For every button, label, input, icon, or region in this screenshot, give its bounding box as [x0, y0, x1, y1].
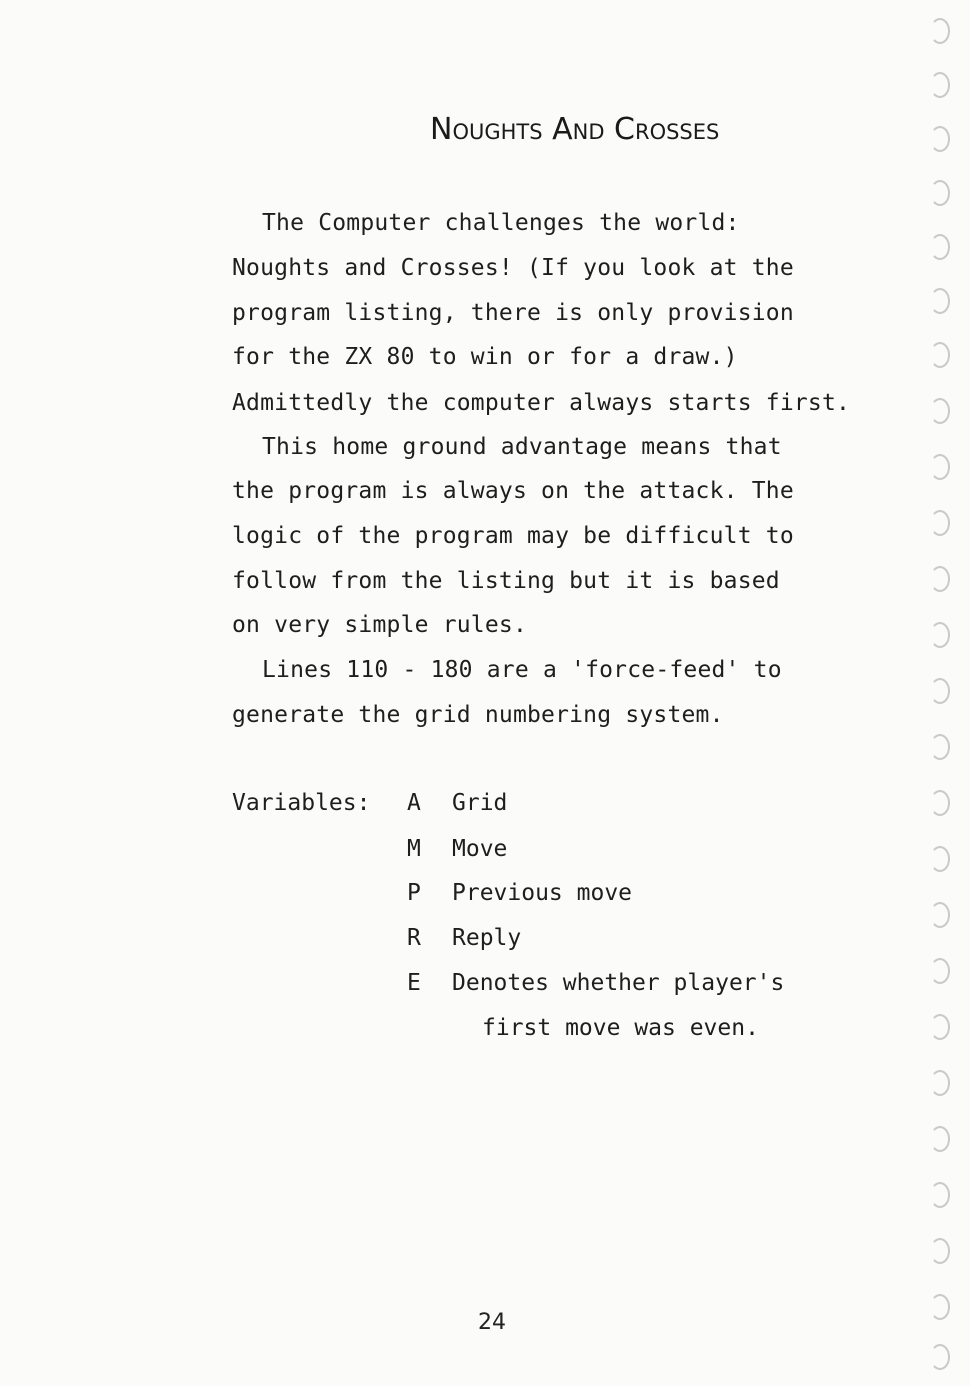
paragraph-line: Lines 110 - 180 are a 'force-feed' to — [262, 657, 782, 683]
binding-ring — [930, 72, 950, 98]
variable-letter: M — [407, 836, 421, 862]
binding-ring — [930, 622, 950, 648]
paragraph-line: Admittedly the computer always starts first. — [232, 390, 851, 416]
binding-ring — [930, 846, 950, 872]
variable-letter: P — [407, 880, 421, 906]
binding-ring — [930, 902, 950, 928]
variable-letter: A — [407, 790, 421, 816]
binding-ring — [930, 1238, 950, 1264]
binding-ring — [930, 678, 950, 704]
binding-ring — [930, 288, 950, 314]
binding-ring — [930, 1126, 950, 1152]
paragraph-line: for the ZX 80 to win or for a draw.) — [232, 344, 738, 370]
binding-ring — [930, 1070, 950, 1096]
page-number: 24 — [478, 1310, 506, 1335]
paragraph-line: on very simple rules. — [232, 612, 527, 638]
binding-ring — [930, 126, 950, 152]
binding-ring — [930, 1294, 950, 1320]
binding-ring — [930, 958, 950, 984]
binding-ring — [930, 734, 950, 760]
binding-ring — [930, 18, 950, 44]
page-title: Noughts And Crosses — [430, 112, 720, 147]
binding-ring — [930, 790, 950, 816]
variable-description-continuation: first move was even. — [482, 1015, 759, 1041]
spiral-binding — [922, 0, 962, 1386]
variable-description: Move — [452, 836, 508, 862]
variable-description: Grid — [452, 790, 508, 816]
paragraph-line: follow from the listing but it is based — [232, 568, 780, 594]
binding-ring — [930, 1182, 950, 1208]
binding-ring — [930, 510, 950, 536]
paragraph-line: This home ground advantage means that — [262, 434, 782, 460]
binding-ring — [930, 1344, 950, 1370]
variable-description: Denotes whether player's — [452, 970, 785, 996]
binding-ring — [930, 234, 950, 260]
paragraph-line: the program is always on the attack. The — [232, 478, 794, 504]
variable-description: Reply — [452, 925, 522, 951]
variables-label: Variables: — [232, 790, 371, 816]
binding-ring — [930, 566, 950, 592]
binding-ring — [930, 180, 950, 206]
paragraph-line: Noughts and Crosses! (If you look at the — [232, 255, 794, 281]
binding-ring — [930, 398, 950, 424]
paragraph-line: program listing, there is only provision — [232, 300, 794, 326]
binding-ring — [930, 1014, 950, 1040]
paragraph-line: generate the grid numbering system. — [232, 702, 724, 728]
variable-letter: R — [407, 925, 421, 951]
paragraph-line: logic of the program may be difficult to — [232, 523, 794, 549]
binding-ring — [930, 454, 950, 480]
paragraph-line: The Computer challenges the world: — [262, 210, 740, 236]
variable-letter: E — [407, 970, 421, 996]
variable-description: Previous move — [452, 880, 633, 906]
binding-ring — [930, 342, 950, 368]
